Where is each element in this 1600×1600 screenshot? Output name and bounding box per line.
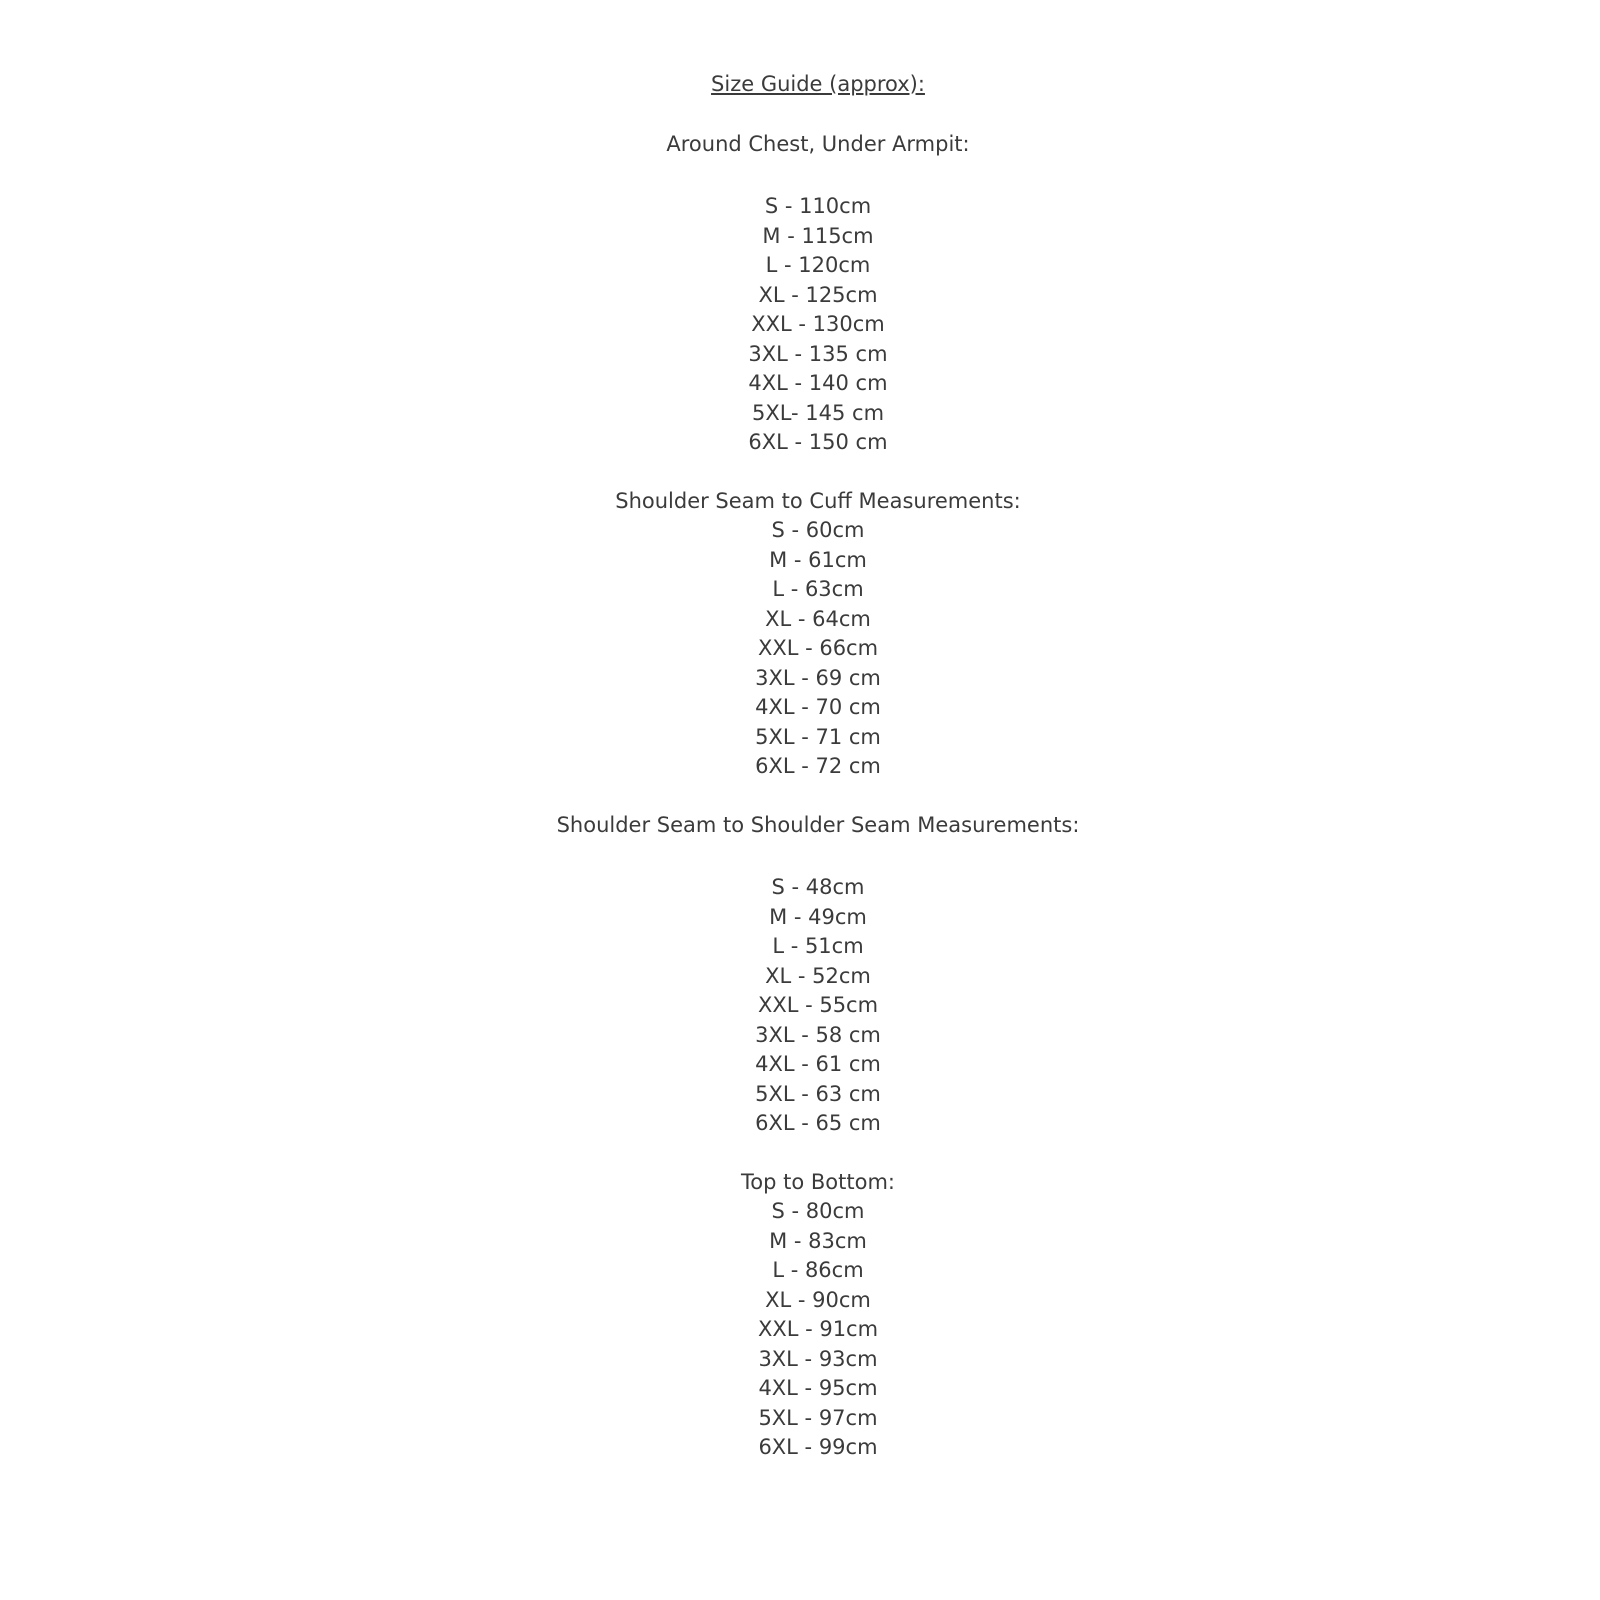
- size-line: XXL - 91cm: [757, 1317, 879, 1341]
- size-list-around-chest: [18, 192, 1600, 458]
- size-line: XXL - 66cm: [757, 636, 879, 660]
- size-line: 4XL - 95cm: [758, 1376, 878, 1400]
- size-line: M - 115cm: [762, 223, 874, 248]
- size-line: S - 110cm: [764, 194, 872, 218]
- size-line: XXL - 130cm: [751, 312, 885, 336]
- size-line: L - 86cm: [772, 1258, 864, 1282]
- size-line: 5XL - 97cm: [758, 1405, 878, 1430]
- section-shoulder-to-shoulder: [18, 811, 1600, 1139]
- size-line: L - 63cm: [772, 577, 864, 601]
- size-line: 6XL - 150 cm: [748, 430, 888, 454]
- size-line: 3XL - 58 cm: [755, 1022, 881, 1047]
- size-line: L - 51cm: [772, 934, 864, 958]
- size-line: 6XL - 72 cm: [755, 754, 881, 778]
- size-line: 6XL - 65 cm: [755, 1111, 881, 1135]
- size-line: 3XL - 93cm: [758, 1346, 878, 1371]
- size-line: XL - 64cm: [765, 606, 871, 631]
- section-shoulder-to-cuff: [18, 487, 1600, 782]
- size-line: XL - 52cm: [765, 963, 871, 988]
- size-line: 5XL - 71 cm: [755, 724, 881, 749]
- size-guide-document: [18, 0, 1600, 1463]
- size-line: XL - 125cm: [758, 282, 878, 307]
- size-line: 3XL - 135 cm: [748, 341, 888, 366]
- page-title-text: Size Guide (approx):: [711, 72, 925, 96]
- size-line: 5XL- 145 cm: [751, 400, 885, 425]
- size-line: 4XL - 140 cm: [748, 371, 888, 395]
- section-heading-shoulder-to-cuff: Shoulder Seam to Cuff Measurements:: [615, 488, 1021, 513]
- page-title: [18, 70, 1600, 100]
- size-line: 4XL - 61 cm: [755, 1052, 881, 1076]
- size-line: S - 48cm: [771, 875, 865, 899]
- size-line: 3XL - 69 cm: [755, 665, 881, 690]
- size-line: S - 60cm: [771, 518, 865, 542]
- size-line: S - 80cm: [771, 1199, 865, 1223]
- size-line: 6XL - 99cm: [758, 1435, 878, 1459]
- size-line: L - 120cm: [765, 253, 871, 277]
- size-line: 5XL - 63 cm: [755, 1081, 881, 1106]
- size-list-shoulder-to-cuff: [18, 516, 1600, 782]
- size-line: M - 49cm: [769, 904, 867, 929]
- section-heading-shoulder-to-shoulder: Shoulder Seam to Shoulder Seam Measurements:: [556, 812, 1080, 837]
- section-heading-around-chest: Around Chest, Under Armpit:: [666, 131, 970, 156]
- section-heading-top-to-bottom: Top to Bottom:: [741, 1169, 895, 1194]
- section-around-chest: [18, 130, 1600, 458]
- size-line: XL - 90cm: [765, 1287, 871, 1312]
- size-line: XXL - 55cm: [757, 993, 879, 1017]
- size-line: M - 61cm: [769, 547, 867, 572]
- size-list-top-to-bottom: [18, 1197, 1600, 1463]
- size-line: 4XL - 70 cm: [755, 695, 881, 719]
- size-list-shoulder-to-shoulder: [18, 873, 1600, 1139]
- section-top-to-bottom: [18, 1168, 1600, 1463]
- size-line: M - 83cm: [769, 1228, 867, 1253]
